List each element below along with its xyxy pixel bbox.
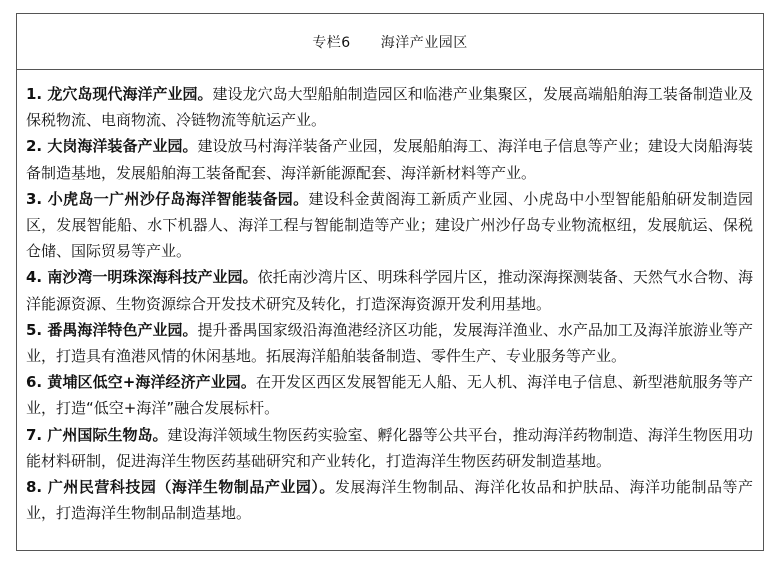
park-description: 在开发区西区发展智能无人船、无人机、海洋电子信息、新型港航服务等产业，打造“低空+海洋”融合发展标杆。 (26, 373, 753, 418)
park-description: 发展海洋生物制品、海洋化妆品和护肤品、海洋功能制品等产业，打造海洋生物制品制造基地。 (26, 478, 753, 523)
park-item (26, 474, 753, 526)
column-box (16, 13, 764, 551)
park-description: 建设龙穴岛大型船舶制造园区和临港产业集聚区，发展高端船舶海工装备制造业及保税物流、电商物流、冷链物流等航运产业。 (26, 85, 754, 130)
park-name: 4. 南沙湾一明珠深海科技产业园。 (26, 268, 258, 287)
park-name: 5. 番禺海洋特色产业园。 (26, 320, 198, 339)
park-name: 8. 广州民营科技园（海洋生物制品产业园）。 (26, 478, 335, 497)
park-description: 建设海洋领域生物医药实验室、孵化器等公共平台，推动海洋药物制造、海洋生物医用功能材料研制，促进海洋生物医药基础研究和产业转化，打造海洋生物医药研发制造基地。 (26, 425, 753, 470)
column-body (17, 70, 763, 526)
park-name: 2. 大岗海洋装备产业园。 (26, 137, 198, 156)
park-name: 1. 龙穴岛现代海洋产业园。 (26, 85, 213, 103)
park-item (26, 81, 753, 133)
park-description: 依托南沙湾片区、明珠科学园片区，推动深海探测装备、天然气水合物、海洋能源资源、生物资源综合开发技术研究及转化，打造深海资源开发利用基地。 (26, 268, 753, 313)
park-description: 建设放马村海洋装备产业园，发展船舶海工、海洋电子信息等产业；建设大岗船海装备制造基地，发展船舶海工装备配套、海洋新能源配套、海洋新材料等产业。 (26, 137, 753, 182)
column-header (17, 14, 763, 70)
park-name: 7. 广州国际生物岛。 (26, 425, 168, 444)
park-description: 提升番禺国家级沿海渔港经济区功能，发展海洋渔业、水产品加工及海洋旅游业等产业，打造具有渔港风情的休闲基地。拓展海洋船舶装备制造、零件生产、专业服务等产业。 (26, 320, 753, 366)
park-name: 6. 黄埔区低空+海洋经济产业园。 (26, 373, 256, 392)
park-description: 建设科金黄阁海工新质产业园、小虎岛中小型智能船舶研发制造园区，发展智能船、水下机器人、海洋工程与智能制造等产业；建设广州沙仔岛专业物流枢纽，发展航运、保税仓储、国际贸易等产业。 (26, 189, 753, 261)
park-item (26, 369, 753, 421)
park-item (26, 133, 753, 185)
park-item (26, 317, 753, 369)
column-id: 专栏6 (312, 34, 351, 51)
park-item (26, 422, 753, 474)
park-item (26, 186, 753, 265)
column-title: 海洋产业园区 (380, 34, 468, 51)
park-name: 3. 小虎岛一广州沙仔岛海洋智能装备园。 (26, 189, 309, 208)
park-item (26, 264, 753, 316)
